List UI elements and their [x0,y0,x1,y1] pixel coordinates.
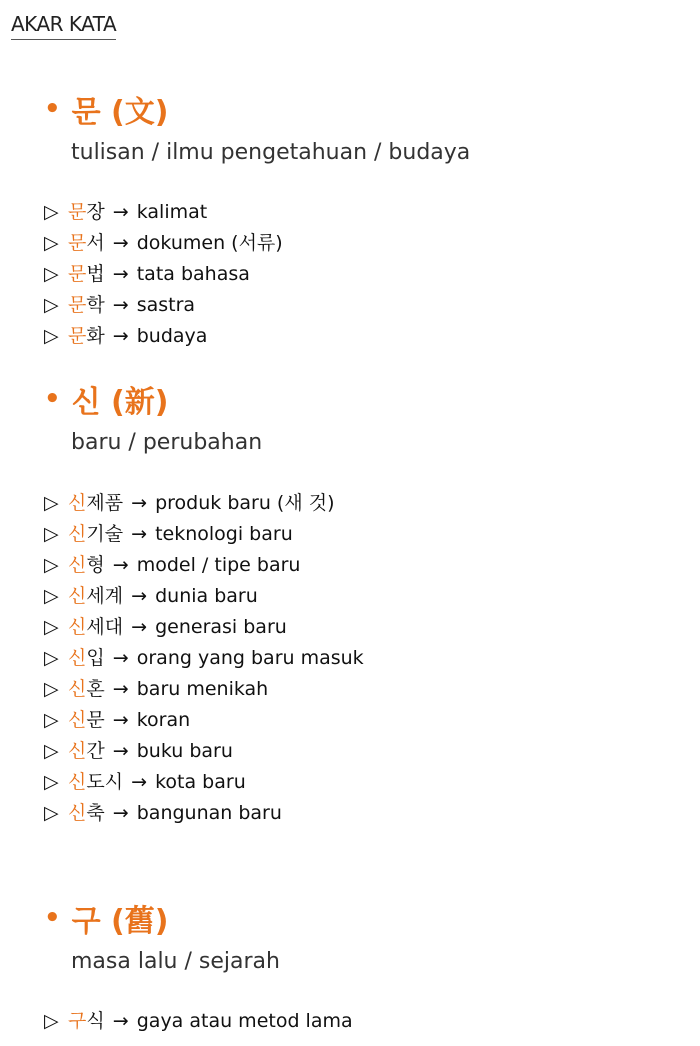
word-meaning: dokumen (서류) [136,232,283,254]
triangle-icon: ▷ [44,523,59,545]
word-rest: 입 [86,647,105,669]
list-item [44,581,364,612]
list-item [44,519,364,550]
word-meaning: tata bahasa [136,263,250,285]
root-syllable: 문 [68,263,87,285]
list-item [44,228,470,259]
list-item [44,197,470,228]
section-heading [44,378,364,420]
root-syllable: 신 [68,647,87,669]
word-rest: 간 [86,740,105,762]
arrow-icon: → [131,492,148,514]
list-item [44,705,364,736]
arrow-icon: → [112,554,129,576]
arrow-icon: → [131,771,148,793]
word-meaning: dunia baru [155,585,258,607]
triangle-icon: ▷ [44,263,59,285]
triangle-icon: ▷ [44,802,59,824]
word-meaning: budaya [136,325,208,347]
root-syllable: 신 [68,554,87,576]
triangle-icon: ▷ [44,554,59,576]
triangle-icon: ▷ [44,647,59,669]
root-syllable: 신 [68,771,87,793]
root-syllable: 문 [68,232,87,254]
root-syllable: 문 [68,201,87,223]
word-rest: 서 [86,232,105,254]
word-meaning: baru menikah [136,678,269,700]
page-header-title: AKAR KATA [11,12,116,40]
root-syllable: 신 [68,585,87,607]
bullet-icon: • [44,384,61,414]
word-rest: 세계 [86,585,124,607]
triangle-icon: ▷ [44,771,59,793]
root-syllable: 신 [68,740,87,762]
root-syllable: 신 [68,802,87,824]
word-rest: 기술 [86,523,124,545]
root-syllable: 문 [68,294,87,316]
arrow-icon: → [131,616,148,638]
root-syllable: 구 [68,1010,87,1032]
word-rest: 혼 [86,678,105,700]
section-meaning: masa lalu / sejarah [71,949,280,974]
root-syllable: 신 [68,616,87,638]
triangle-icon: ▷ [44,740,59,762]
word-meaning: kalimat [136,201,208,223]
vocab-list [44,488,364,829]
list-item [44,1006,353,1037]
arrow-icon: → [112,201,129,223]
arrow-icon: → [112,232,129,254]
triangle-icon: ▷ [44,1010,59,1032]
word-rest: 법 [86,263,105,285]
arrow-icon: → [112,802,129,824]
list-item [44,259,470,290]
word-meaning: orang yang baru masuk [136,647,364,669]
root-syllable: 신 [68,523,87,545]
section-meaning: tulisan / ilmu pengetahuan / budaya [71,140,471,165]
arrow-icon: → [112,1010,129,1032]
word-rest: 장 [86,201,105,223]
word-meaning: sastra [136,294,196,316]
list-item [44,488,364,519]
triangle-icon: ▷ [44,709,59,731]
triangle-icon: ▷ [44,294,59,316]
vocab-list [44,197,470,352]
list-item [44,798,364,829]
word-rest: 학 [86,294,105,316]
word-meaning: koran [136,709,191,731]
arrow-icon: → [131,585,148,607]
section-heading [44,88,470,130]
word-rest: 문 [86,709,105,731]
section-heading [44,897,353,939]
arrow-icon: → [112,294,129,316]
section-meaning: baru / perubahan [71,430,263,455]
section-mun [44,88,470,352]
word-meaning: bangunan baru [136,802,282,824]
list-item [44,290,470,321]
triangle-icon: ▷ [44,678,59,700]
word-rest: 제품 [86,492,124,514]
list-item [44,643,364,674]
arrow-icon: → [131,523,148,545]
section-title: 구 (舊) [71,904,169,939]
arrow-icon: → [112,325,129,347]
word-rest: 세대 [86,616,124,638]
list-item [44,767,364,798]
arrow-icon: → [112,263,129,285]
arrow-icon: → [112,740,129,762]
list-item [44,736,364,767]
list-item [44,321,470,352]
triangle-icon: ▷ [44,585,59,607]
root-syllable: 신 [68,709,87,731]
section-title: 신 (新) [71,385,169,420]
root-syllable: 신 [68,678,87,700]
triangle-icon: ▷ [44,616,59,638]
list-item [44,674,364,705]
arrow-icon: → [112,709,129,731]
section-title: 문 (文) [71,95,169,130]
word-meaning: generasi baru [155,616,287,638]
vocab-list [44,1006,353,1037]
word-meaning: model / tipe baru [136,554,301,576]
triangle-icon: ▷ [44,492,59,514]
arrow-icon: → [112,647,129,669]
word-rest: 축 [86,802,105,824]
root-syllable: 신 [68,492,87,514]
list-item [44,612,364,643]
bullet-icon: • [44,94,61,124]
arrow-icon: → [112,678,129,700]
word-rest: 형 [86,554,105,576]
word-rest: 화 [86,325,105,347]
word-meaning: kota baru [155,771,246,793]
word-rest: 도시 [86,771,124,793]
list-item [44,550,364,581]
section-gu [44,897,353,1037]
word-rest: 식 [86,1010,105,1032]
word-meaning: produk baru (새 것) [155,492,335,514]
triangle-icon: ▷ [44,201,59,223]
triangle-icon: ▷ [44,232,59,254]
root-syllable: 문 [68,325,87,347]
section-sin [44,378,364,829]
word-meaning: teknologi baru [155,523,293,545]
triangle-icon: ▷ [44,325,59,347]
bullet-icon: • [44,903,61,933]
word-meaning: gaya atau metod lama [136,1010,353,1032]
word-meaning: buku baru [136,740,233,762]
